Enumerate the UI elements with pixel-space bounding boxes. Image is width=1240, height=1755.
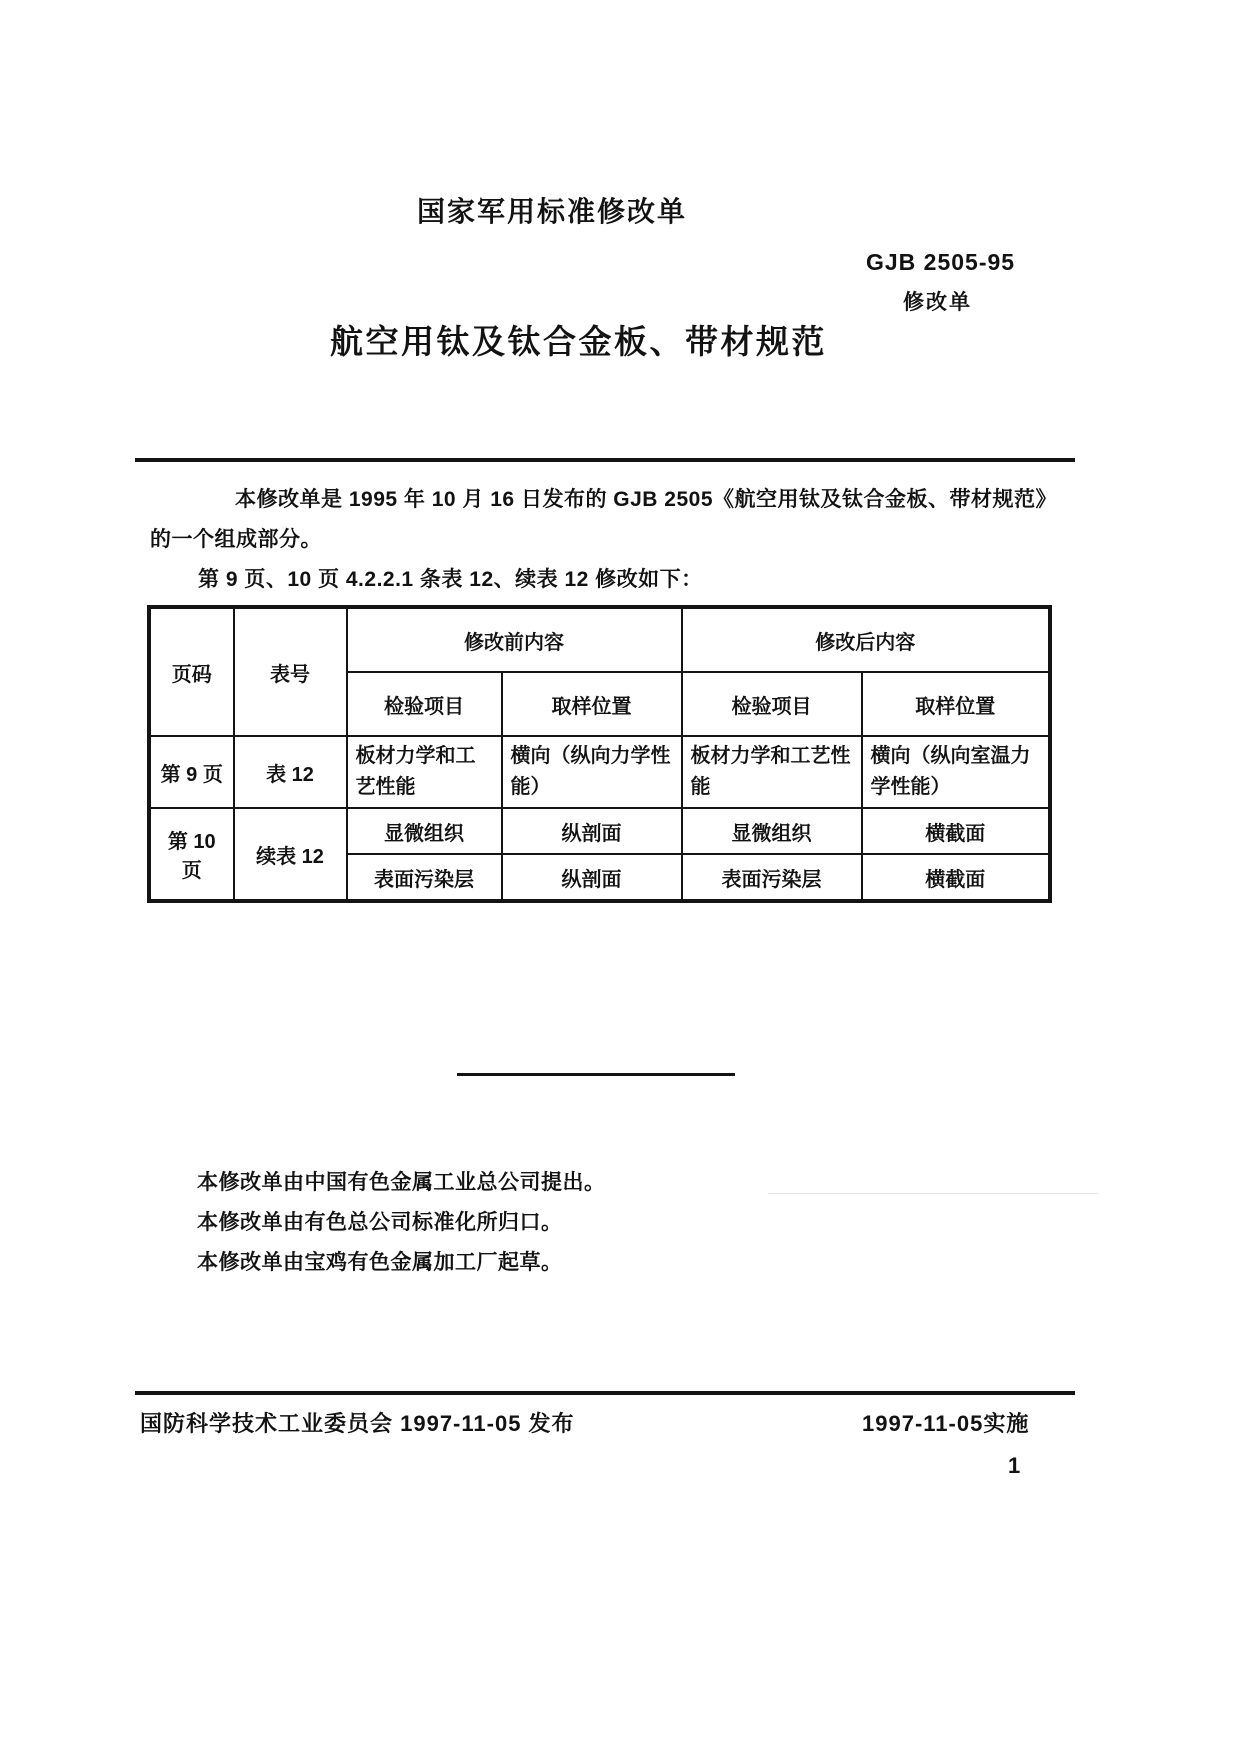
- top-divider-rule: [135, 458, 1075, 462]
- standard-number: GJB 2505-95: [866, 249, 1016, 275]
- note-proposed-by: 本修改单由中国有色金属工业总公司提出。: [197, 1171, 606, 1194]
- scan-artifact-line: [768, 1193, 1098, 1194]
- table-row: [150, 736, 1050, 808]
- standard-subtitle: 航空用钛及钛合金板、带材规范: [330, 323, 827, 360]
- cell-table-no: 续表 12: [234, 808, 347, 901]
- release-authority-date: 国防科学技术工业委员会 1997-11-05 发布: [140, 1411, 575, 1436]
- modification-table: [148, 606, 1051, 902]
- cell-page: 第 10 页: [150, 808, 234, 901]
- table-row: [150, 808, 1050, 854]
- cell-after-position: 横截面: [862, 854, 1050, 901]
- header-before-position: 取样位置: [502, 672, 682, 736]
- cell-before-item: 表面污染层: [347, 854, 502, 901]
- cell-after-item: 表面污染层: [682, 854, 862, 901]
- bottom-divider-rule: [135, 1391, 1075, 1395]
- cell-before-position: 纵剖面: [502, 854, 682, 901]
- header-table-col: 表号: [234, 608, 347, 737]
- document-type-label: 修改单: [903, 291, 972, 314]
- cell-before-item: 板材力学和工艺性能: [347, 736, 502, 808]
- cell-after-position: 横截面: [862, 808, 1050, 854]
- header-before: 修改前内容: [347, 608, 682, 673]
- header-after-position: 取样位置: [862, 672, 1050, 736]
- intro-line-3: 第 9 页、10 页 4.2.2.1 条表 12、续表 12 修改如下：: [198, 568, 703, 591]
- intro-paragraph: [150, 480, 1080, 600]
- implementation-date: 1997-11-05实施: [862, 1411, 1030, 1436]
- header-after-item: 检验项目: [682, 672, 862, 736]
- intro-line-1: 本修改单是 1995 年 10 月 16 日发布的 GJB 2505《航空用钛及钛合金板、带材规范》: [235, 488, 1058, 511]
- intro-line-2: 的一个组成部分。: [150, 528, 322, 551]
- note-managed-by: 本修改单由有色总公司标准化所归口。: [197, 1211, 563, 1234]
- header-after: 修改后内容: [682, 608, 1050, 673]
- cell-before-item: 显微组织: [347, 808, 502, 854]
- cell-after-position: 横向（纵向室温力学性能）: [862, 736, 1050, 808]
- header-before-item: 检验项目: [347, 672, 502, 736]
- cell-table-no: 表 12: [234, 736, 347, 808]
- cell-before-position: 横向（纵向力学性能）: [502, 736, 682, 808]
- cell-after-item: 显微组织: [682, 808, 862, 854]
- section-divider-rule: [457, 1073, 735, 1076]
- responsibility-notes: [197, 1163, 606, 1283]
- header-page-col: 页码: [150, 608, 234, 737]
- cell-before-position: 纵剖面: [502, 808, 682, 854]
- cell-page: 第 9 页: [150, 736, 234, 808]
- document-title: 国家军用标准修改单: [416, 196, 687, 227]
- note-drafted-by: 本修改单由宝鸡有色金属加工厂起草。: [197, 1251, 563, 1274]
- page-number: 1: [1008, 1453, 1021, 1478]
- cell-after-item: 板材力学和工艺性能: [682, 736, 862, 808]
